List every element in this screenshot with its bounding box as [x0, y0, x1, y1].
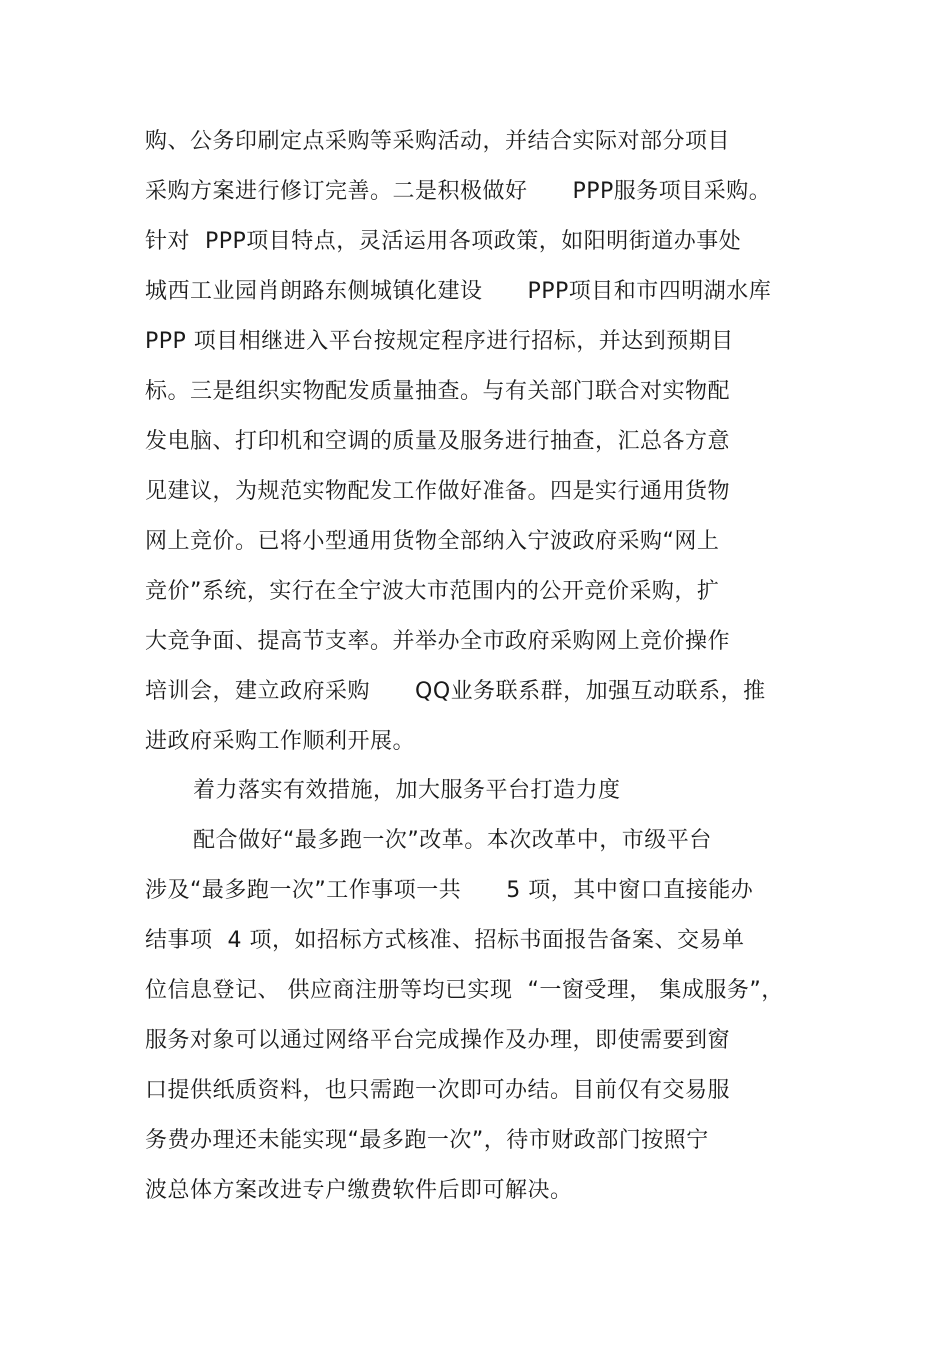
text-line: 购、公务印刷定点采购等采购活动，并结合实际对部分项目: [145, 129, 731, 154]
text-line: 大竞争面、提高节支率。并举办全市政府采购网上竞价操作: [145, 629, 731, 654]
text-line: 进政府采购工作顺利开展。: [145, 729, 416, 754]
text-line: 竞价”系统，实行在全宁波大市范围内的公开竞价采购，扩: [145, 579, 720, 604]
text-line: 城西工业园肖朗路东侧城镇化建设 PPP项目和市四明湖水库: [145, 279, 772, 304]
text-line: 口提供纸质资料，也只需跑一次即可办结。目前仅有交易服: [145, 1078, 731, 1103]
section-heading: 着力落实有效措施，加大服务平台打造力度: [193, 778, 621, 803]
text-line: 配合做好“最多跑一次”改革。本次改革中，市级平台: [193, 828, 712, 853]
text-line: 网上竞价。已将小型通用货物全部纳入宁波政府采购“网上: [145, 529, 720, 554]
text-line: 采购方案进行修订完善。二是积极做好 PPP服务项目采购。: [145, 179, 772, 204]
text-line: 结事项 4 项，如招标方式核准、招标书面报告备案、交易单: [145, 928, 745, 953]
text-line: 波总体方案改进专户缴费软件后即可解决。: [145, 1178, 573, 1203]
text-line: 培训会，建立政府采购 QQ业务联系群，加强互动联系，推: [145, 679, 766, 704]
text-line: 服务对象可以通过网络平台完成操作及办理，即使需要到窗: [145, 1028, 731, 1053]
text-line: 务费办理还未能实现“最多跑一次”，待市财政部门按照宁: [145, 1128, 709, 1153]
text-line: 位信息登记、 供应商注册等均已实现 “一窗受理， 集成服务”，: [145, 978, 784, 1003]
text-line: 见建议，为规范实物配发工作做好准备。四是实行通用货物: [145, 479, 731, 504]
text-line: 针对 PPP项目特点，灵活运用各项政策，如阳明街道办事处: [145, 229, 742, 254]
text-line: 标。三是组织实物配发质量抽查。与有关部门联合对实物配: [145, 379, 731, 404]
text-line: PPP 项目相继进入平台按规定程序进行招标，并达到预期目: [145, 329, 734, 354]
text-line: 发电脑、打印机和空调的质量及服务进行抽查，汇总各方意: [145, 429, 731, 454]
text-line: 涉及“最多跑一次”工作事项一共 5 项，其中窗口直接能办: [145, 878, 754, 903]
